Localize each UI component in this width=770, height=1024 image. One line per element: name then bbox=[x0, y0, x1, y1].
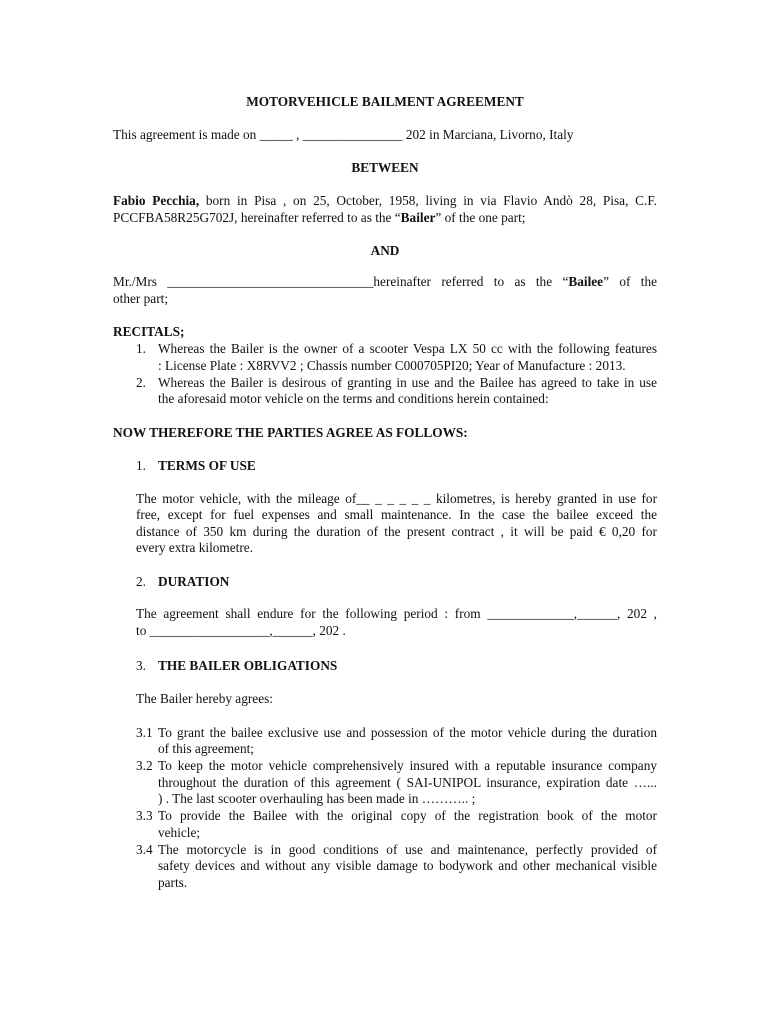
party2-line1 bbox=[113, 274, 657, 291]
recitals-heading: RECITALS; bbox=[113, 324, 185, 339]
section-1-line: free, except for fuel expenses and small maintenance. In the case the bailee exceed the bbox=[136, 507, 657, 522]
recital-1-number: 1. bbox=[136, 341, 146, 356]
document-title: MOTORVEHICLE BAILMENT AGREEMENT bbox=[246, 94, 524, 109]
section-1-line: The motor vehicle, with the mileage of__ _ _ _ _ _ kilometres, is hereby granted in use for bbox=[136, 491, 657, 506]
party2-blank: Mr./Mrs _______________________________hereinafter referred to as the “ bbox=[113, 274, 569, 289]
clause-3-2-number: 3.2 bbox=[136, 758, 153, 773]
section-1-line: every extra kilometre. bbox=[136, 540, 254, 555]
agreement-intro: This agreement is made on _____ , _______________ 202 in Marciana, Livorno, Italy bbox=[113, 127, 574, 142]
clause-3-3-line: vehicle; bbox=[158, 825, 201, 840]
party1-name: Fabio Pecchia, bbox=[113, 193, 200, 208]
recital-2-line2: the aforesaid motor vehicle on the terms and conditions herein contained: bbox=[158, 391, 549, 406]
section-3-number: 3. bbox=[136, 658, 146, 673]
clause-3-1-line1: To grant the bailee exclusive use and possession of the motor vehicle during the duration bbox=[158, 725, 657, 740]
party1-part: ” of the one part; bbox=[435, 210, 526, 225]
section-1-heading: TERMS OF USE bbox=[158, 458, 256, 473]
between-heading: BETWEEN bbox=[351, 160, 419, 175]
section-2-heading: DURATION bbox=[158, 574, 230, 589]
clause-3-1-number: 3.1 bbox=[136, 725, 153, 740]
clause-3-4-number: 3.4 bbox=[136, 842, 153, 857]
party2-role: Bailee bbox=[568, 274, 604, 289]
party1-details: born in Pisa , on 25, October, 1958, living in via Flavio Andò 28, Pisa, C.F. bbox=[199, 193, 657, 208]
clause-3-4-line: parts. bbox=[158, 875, 188, 890]
and-heading: AND bbox=[370, 243, 400, 258]
party1-cf: PCCFBA58R25G702J, hereinafter referred to as the “ bbox=[113, 210, 401, 225]
party1-line2 bbox=[113, 210, 525, 227]
recital-1-line1: Whereas the Bailer is the owner of a scooter Vespa LX 50 cc with the following features bbox=[158, 341, 657, 356]
party1-role: Bailer bbox=[400, 210, 436, 225]
section-2-line: to __________________,______, 202 . bbox=[136, 623, 346, 638]
section-3-intro: The Bailer hereby agrees: bbox=[136, 691, 273, 706]
clause-3-4-line1: The motorcycle is in good conditions of use and maintenance, perfectly provided of bbox=[158, 842, 657, 857]
recital-2-line1: Whereas the Bailer is desirous of granting in use and the Bailee has agreed to take in use bbox=[158, 375, 657, 390]
clause-3-3-line1: To provide the Bailee with the original copy of the registration book of the motor bbox=[158, 808, 657, 823]
recital-1-line2: : License Plate : X8RVV2 ; Chassis number C000705PI20; Year of Manufacture : 2013. bbox=[158, 358, 626, 373]
section-3-heading: THE BAILER OBLIGATIONS bbox=[158, 658, 338, 673]
section-2-line: The agreement shall endure for the following period : from _____________,______, 202 , bbox=[136, 606, 657, 621]
clause-3-3-number: 3.3 bbox=[136, 808, 153, 823]
clause-3-1-line: of this agreement; bbox=[158, 741, 254, 756]
clause-3-2-line: ) . The last scooter overhauling has been made in ……….. ; bbox=[158, 791, 476, 806]
section-1-number: 1. bbox=[136, 458, 146, 473]
clause-3-2-line: throughout the duration of this agreement ( SAI-UNIPOL insurance, expiration date …... bbox=[158, 775, 657, 790]
party2-line2: other part; bbox=[113, 291, 169, 306]
now-therefore-heading: NOW THEREFORE THE PARTIES AGREE AS FOLLOWS: bbox=[113, 425, 468, 440]
party2-part: ” of the bbox=[603, 274, 657, 289]
recital-2-number: 2. bbox=[136, 375, 146, 390]
clause-3-4-line: safety devices and without any visible damage to bodywork and other mechanical visible bbox=[158, 858, 657, 873]
clause-3-2-line1: To keep the motor vehicle comprehensively insured with a reputable insurance company bbox=[158, 758, 657, 773]
section-2-number: 2. bbox=[136, 574, 146, 589]
section-1-line: distance of 350 km during the duration of the present contract , it will be paid € 0,20 for bbox=[136, 524, 657, 539]
party1-line1 bbox=[113, 193, 657, 210]
